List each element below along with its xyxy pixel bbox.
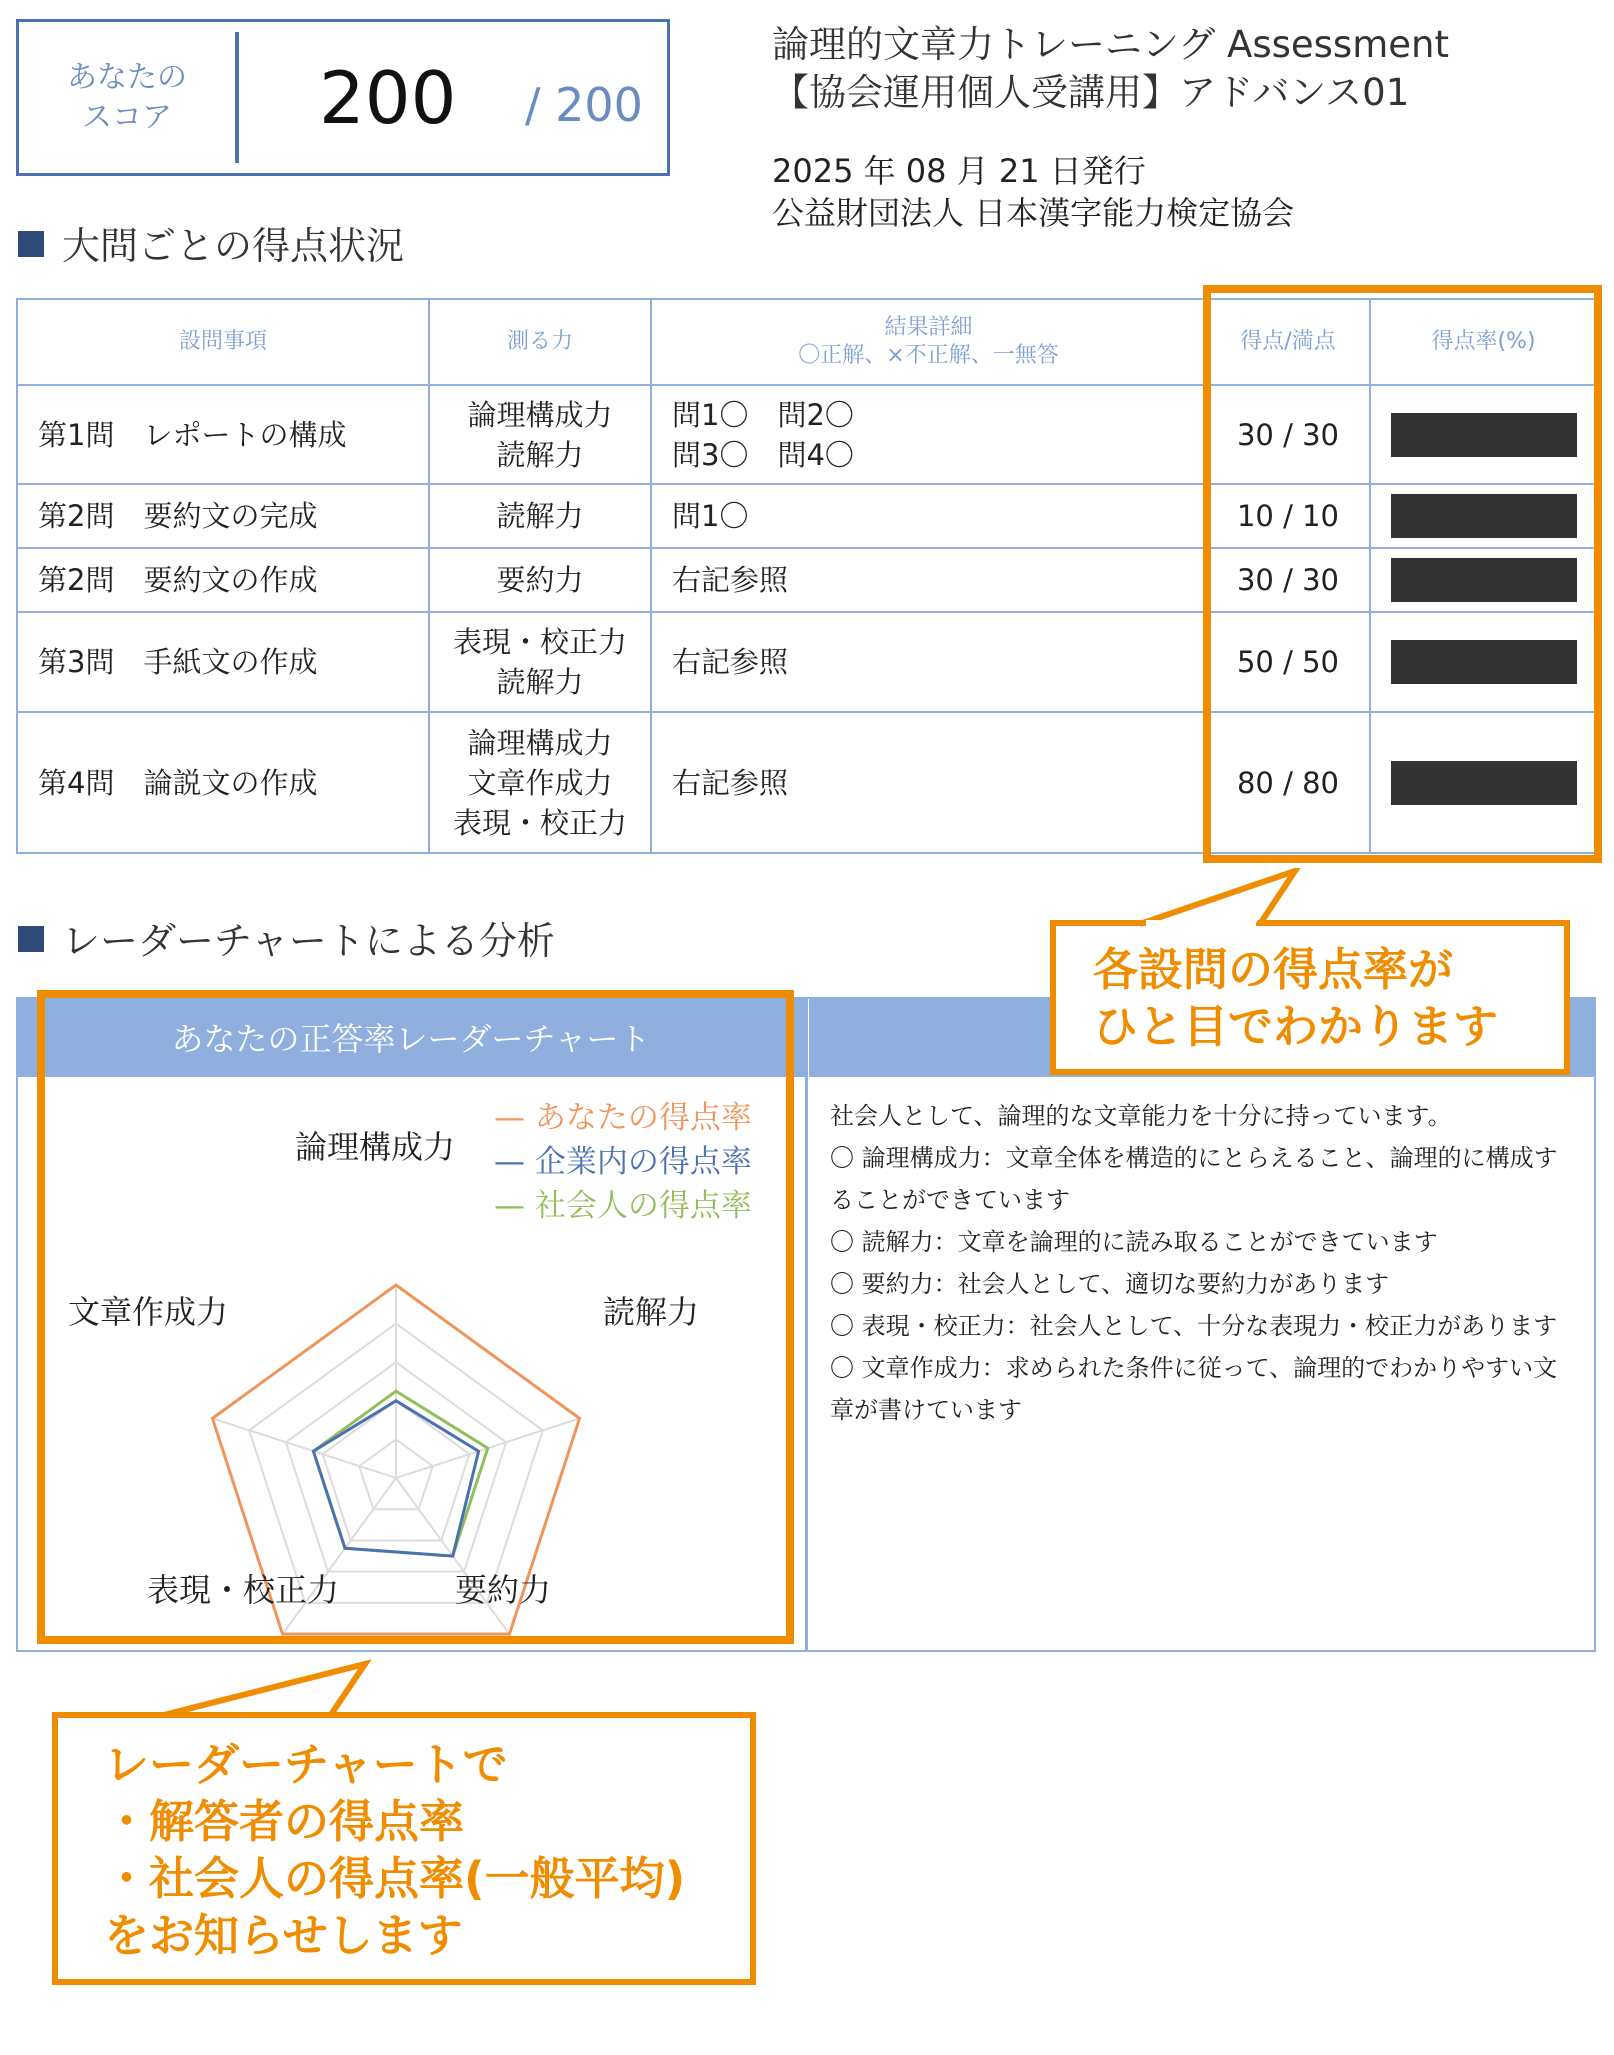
row-score: 50 / 50 bbox=[1206, 612, 1370, 712]
row-score: 30 / 30 bbox=[1206, 548, 1370, 612]
callout-bottom-text: レーダーチャートで ・解答者の得点率 ・社会人の得点率(一般平均) をお知らせします bbox=[104, 1738, 686, 1962]
axis-label-expression: 表現・校正力 bbox=[147, 1571, 340, 1609]
section-title-scores: 大問ごとの得点状況 bbox=[18, 222, 404, 270]
report-title-line2: 【協会運用個人受講用】アドバンス01 bbox=[772, 71, 1410, 114]
radar-panel-divider bbox=[805, 997, 808, 1652]
row-skill: 論理構成力 文章作成力 表現・校正力 bbox=[429, 712, 651, 853]
legend-company: — 企業内の得点率 bbox=[494, 1144, 752, 1180]
row-detail: 右記参照 bbox=[651, 548, 1206, 612]
organization: 公益財団法人 日本漢字能力検定協会 bbox=[772, 194, 1295, 232]
row-item: 第2問 要約文の作成 bbox=[17, 548, 429, 612]
comment-line: 〇 論理構成力：文章全体を構造的にとらえること、論理的に構成することができています bbox=[830, 1144, 1558, 1214]
score-max: / 200 bbox=[525, 78, 643, 132]
row-item: 第4問 論説文の作成 bbox=[17, 712, 429, 853]
row-item: 第2問 要約文の完成 bbox=[17, 484, 429, 548]
comment-line: 〇 表現・校正力：社会人として、十分な表現力・校正力があります bbox=[830, 1312, 1558, 1340]
row-score: 30 / 30 bbox=[1206, 385, 1370, 484]
row-skill: 要約力 bbox=[429, 548, 651, 612]
axis-label-summary: 要約力 bbox=[455, 1571, 552, 1609]
legend-you: — あなたの得点率 bbox=[494, 1100, 752, 1136]
callout-bottom bbox=[52, 1712, 756, 1985]
score-box bbox=[16, 19, 670, 176]
axis-label-reading: 読解力 bbox=[603, 1293, 700, 1331]
radar-chart-title: あなたの正答率レーダーチャート bbox=[171, 1020, 651, 1058]
row-detail: 右記参照 bbox=[651, 612, 1206, 712]
header-item: 設問事項 bbox=[17, 299, 429, 385]
row-detail: 問1〇 問2〇 問3〇 問4〇 bbox=[651, 385, 1206, 484]
section-title-radar: レーダーチャートによる分析 bbox=[18, 917, 555, 965]
row-skill: 読解力 bbox=[429, 484, 651, 548]
callout-top-text: 各設問の得点率が ひと目でわかります bbox=[1093, 943, 1499, 1053]
axis-label-logic: 論理構成力 bbox=[295, 1128, 456, 1166]
score-label: あなたの スコア bbox=[67, 59, 187, 135]
row-skill: 論理構成力 読解力 bbox=[429, 385, 651, 484]
score-value: 200 bbox=[319, 56, 457, 140]
row-item: 第3問 手紙文の作成 bbox=[17, 612, 429, 712]
header-detail: 結果詳細 〇正解、×不正解、一無答 bbox=[651, 299, 1206, 385]
legend-society: — 社会人の得点率 bbox=[494, 1188, 752, 1224]
row-detail: 問1〇 bbox=[651, 484, 1206, 548]
header-rate: 得点率(%) bbox=[1370, 299, 1597, 385]
comment-box bbox=[830, 1095, 1575, 1431]
score-divider bbox=[235, 32, 239, 163]
header-skill: 測る力 bbox=[429, 299, 651, 385]
comment-line: 〇 文章作成力：求められた条件に従って、論理的でわかりやすい文章が書けています bbox=[830, 1354, 1558, 1424]
row-score: 80 / 80 bbox=[1206, 712, 1370, 853]
comment-line: 〇 読解力：文章を論理的に読み取ることができています bbox=[830, 1228, 1438, 1256]
section-marker bbox=[18, 926, 44, 952]
callout-bottom-tail bbox=[155, 1650, 385, 1720]
axis-label-writing: 文章作成力 bbox=[68, 1293, 229, 1331]
row-item: 第1問 レポートの構成 bbox=[17, 385, 429, 484]
highlight-radar-chart bbox=[37, 990, 794, 1644]
highlight-score-columns bbox=[1203, 285, 1602, 863]
row-score: 10 / 10 bbox=[1206, 484, 1370, 548]
callout-top-tail bbox=[1130, 868, 1330, 930]
row-detail: 右記参照 bbox=[651, 712, 1206, 853]
issue-date: 2025 年 08 月 21 日発行 bbox=[772, 152, 1146, 190]
row-skill: 表現・校正力 読解力 bbox=[429, 612, 651, 712]
comment-line: 〇 要約力：社会人として、適切な要約力があります bbox=[830, 1270, 1390, 1298]
header-score: 得点/満点 bbox=[1206, 299, 1370, 385]
report-title-line1: 論理的文章力トレーニング Assessment bbox=[772, 23, 1449, 66]
callout-top bbox=[1050, 920, 1570, 1075]
section-marker bbox=[18, 231, 44, 257]
comment-line: 社会人として、論理的な文章能力を十分に持っています。 bbox=[830, 1102, 1452, 1130]
